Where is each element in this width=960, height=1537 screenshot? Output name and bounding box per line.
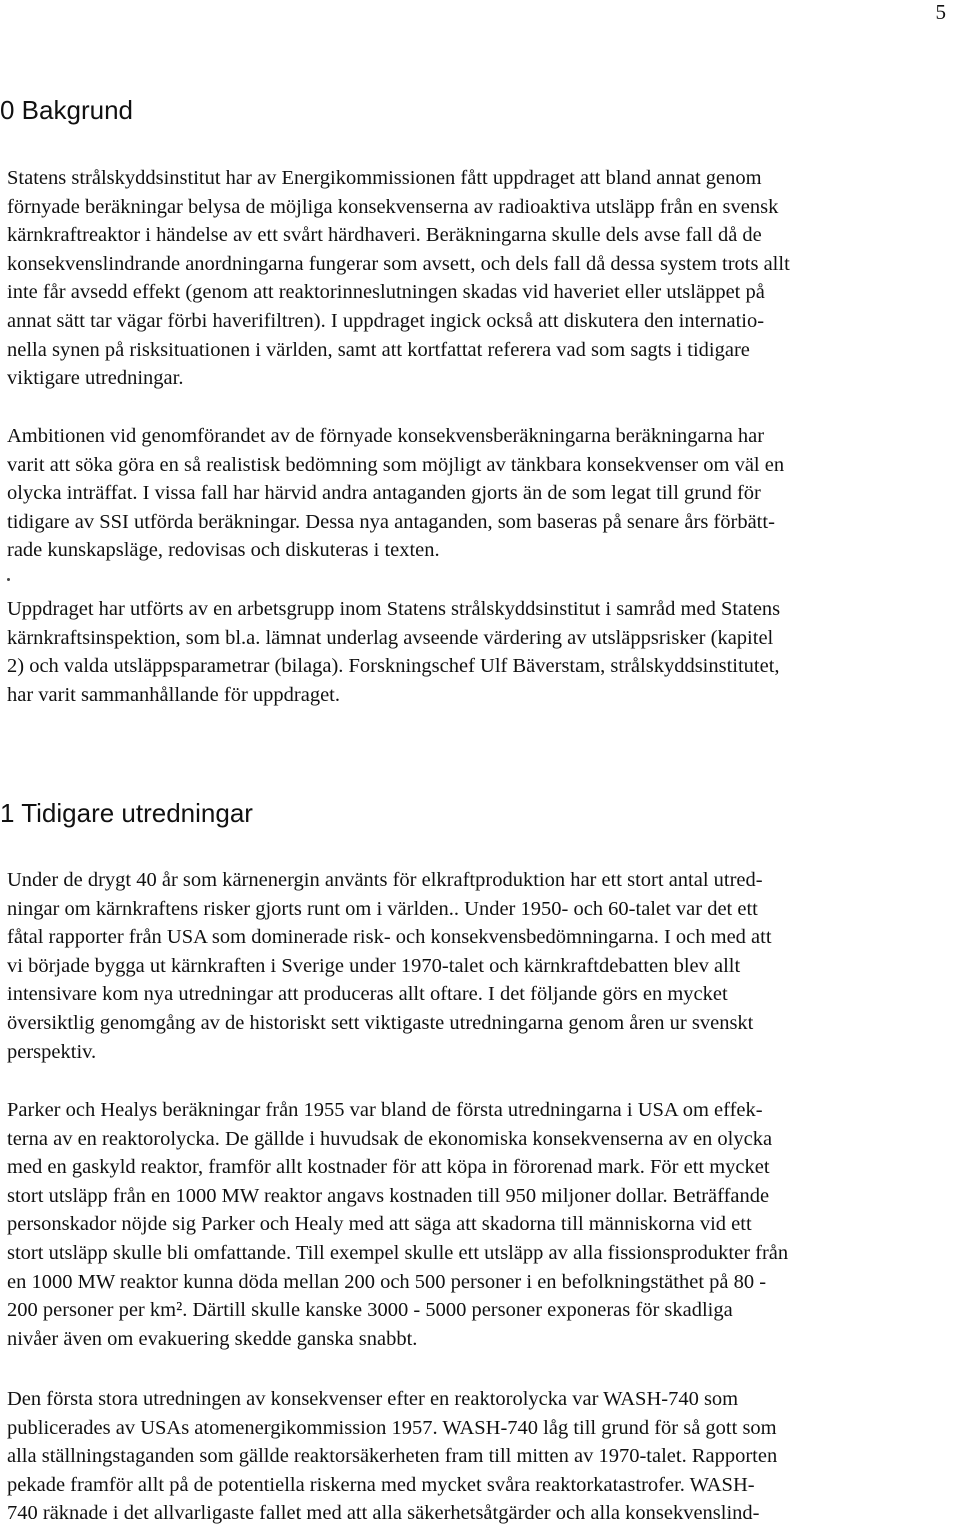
paragraph — [7, 595, 957, 709]
paragraph — [7, 422, 957, 565]
paragraph — [7, 866, 957, 1066]
text-line: 200 personer per km². Därtill skulle kanske 3000 - 5000 personer exponeras för skadliga — [7, 1299, 733, 1322]
text-line: kärnkraftreaktor i händelse av ett svårt härdhaveri. Beräkningarna skulle dels avse fall då de — [7, 224, 762, 247]
page-number: 5 — [935, 0, 946, 24]
text-line: Parker och Healys beräkningar från 1955 var bland de första utredningarna i USA om effek- — [7, 1099, 763, 1121]
paragraph — [7, 1385, 957, 1528]
text-line: personskador nöjde sig Parker och Healy med att säga att skadorna till människorna vid ett — [7, 1213, 752, 1236]
text-line: översiktlig genomgång av de historiskt sett viktigaste utredningarna genom åren ur svenskt — [7, 1011, 754, 1034]
section-heading-bakgrund: 0 Bakgrund — [0, 95, 133, 125]
text-line: Den första stora utredningen av konsekvenser efter en reaktorolycka var WASH-740 som — [7, 1388, 739, 1410]
text-line: Uppdraget har utförts av en arbetsgrupp inom Statens strålskyddsinstitut i samråd med Statens — [7, 598, 781, 620]
text-line: stort utsläpp från en 1000 MW reaktor angavs kostnaden till 950 miljoner dollar. Beträffande — [7, 1184, 770, 1207]
paragraph — [7, 164, 957, 393]
text-line: publicerades av USAs atomenergikommission 1957. WASH-740 låg till grund för så gott som — [7, 1416, 777, 1439]
text-line: har varit sammanhållande för uppdraget. — [7, 683, 340, 706]
text-line: ningar om kärnkraftens risker gjorts runt om i världen.. Under 1950- och 60-talet var det ett — [7, 897, 758, 920]
text-line: viktigare utredningar. — [7, 367, 184, 390]
text-line: Statens strålskyddsinstitut har av Energikommissionen fått uppdraget att bland annat genom — [7, 167, 762, 189]
text-line: inte får avsedd effekt (genom att reaktorinneslutningen skadas vid haveriet eller utsläppet på — [7, 281, 765, 304]
text-line: pekade framför allt på de potentiella riskerna med mycket svåra reaktorkatastrofer. WASH- — [7, 1473, 755, 1496]
text-line: vi började bygga ut kärnkraften i Sverige under 1970-talet och kärnkraftdebatten blev allt — [7, 954, 741, 977]
text-line: perspektiv. — [7, 1040, 97, 1063]
text-line: förnyade beräkningar belysa de möjliga konsekvenserna av radioaktiva utsläpp från en svensk — [7, 195, 779, 218]
text-line: kärnkraftsinspektion, som bl.a. lämnat underlag avseende värdering av utsläppsrisker (kapitel — [7, 626, 774, 649]
text-line: Under de drygt 40 år som kärnenergin använts för elkraftproduktion har ett stort antal utred- — [7, 869, 763, 891]
text-line: en 1000 MW reaktor kunna döda mellan 200 och 500 personer i en befolkningstäthet på 80 - — [7, 1270, 767, 1293]
text-line: 2) och valda utsläppsparametrar (bilaga). Forskningschef Ulf Bäverstam, strålskyddsinstitutet, — [7, 655, 780, 678]
text-line: alla ställningstaganden som gällde reaktorsäkerheten fram till mitten av 1970-talet. Rapporten — [7, 1445, 778, 1468]
text-line: terna av en reaktorolycka. De gällde i huvudsak de ekonomiska konsekvenserna av en olycka — [7, 1127, 773, 1150]
scan-speck — [7, 578, 10, 581]
text-line: tidigare av SSI utförda beräkningar. Dessa nya antaganden, som baseras på senare års förbätt- — [7, 510, 775, 533]
text-line: med en gaskyld reaktor, framför allt kostnader för att köpa in förorenad mark. För ett mycket — [7, 1156, 770, 1179]
paragraph — [7, 1096, 957, 1353]
text-line: nivåer även om evakuering skedde ganska snabbt. — [7, 1327, 418, 1350]
text-line: varit att söka göra en så realistisk bedömning som möjligt av tänkbara konsekvenser om väl en — [7, 453, 785, 476]
text-line: Ambitionen vid genomförandet av de förnyade konsekvensberäkningarna beräkningarna har — [7, 425, 765, 447]
text-line: 740 räknade i det allvarligaste fallet med att alla säkerhetsåtgärder och alla konsekvenslind- — [7, 1502, 760, 1525]
text-line: konsekvenslindrande anordningarna fungerar som avsett, och dels fall då dessa system trots allt — [7, 252, 790, 275]
section-heading-tidigare-utredningar: 1 Tidigare utredningar — [0, 798, 253, 828]
text-line: annat sätt tar vägar förbi haverifiltren). I uppdraget ingick också att diskutera den internatio- — [7, 309, 765, 332]
text-line: rade kunskapsläge, redovisas och diskuteras i texten. — [7, 539, 440, 562]
text-line: olycka inträffat. I vissa fall har härvid andra antaganden gjorts än de som legat till grund för — [7, 482, 761, 505]
text-line: intensivare kom nya utredningar att produceras allt oftare. I det följande görs en mycket — [7, 983, 728, 1006]
text-line: fåtal rapporter från USA som dominerade risk- och konsekvensbedömningarna. I och med att — [7, 926, 772, 949]
text-line: nella synen på risksituationen i världen, samt att kortfattat referera vad som sagts i tidigare — [7, 338, 750, 361]
text-line: stort utsläpp skulle bli omfattande. Till exempel skulle ett utsläpp av alla fissionsprodukter från — [7, 1241, 789, 1264]
